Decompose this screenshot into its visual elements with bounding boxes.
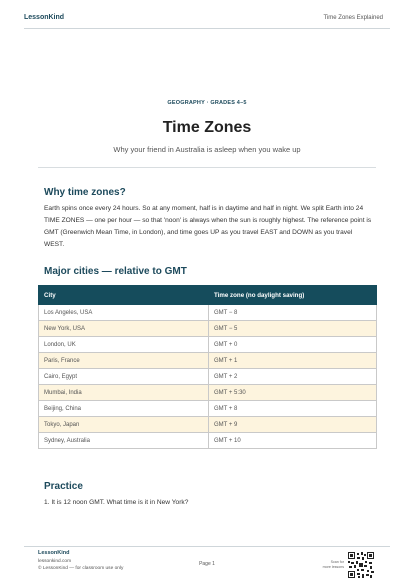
footer-brand: LessonKind [38, 550, 70, 556]
footer-site-link[interactable]: lessonkind.com [38, 559, 72, 564]
timezone-cell: GMT + 1 [209, 353, 377, 369]
table-row [39, 385, 377, 401]
column-header-timezone: Time zone (no daylight saving) [209, 286, 377, 305]
table-row [39, 433, 377, 449]
city-cell: Paris, France [39, 353, 209, 369]
table-row [39, 305, 377, 321]
city-cell: Sydney, Australia [39, 433, 209, 449]
column-header-city: City [39, 286, 209, 305]
scan-caption [300, 560, 344, 569]
timezone-cell: GMT + 0 [209, 337, 377, 353]
timezone-cell: GMT + 8 [209, 401, 377, 417]
section-heading-why: Why time zones? [44, 187, 126, 198]
table-row [39, 353, 377, 369]
table-row [39, 401, 377, 417]
top-bar [0, 0, 414, 32]
subject-eyebrow: GEOGRAPHY · GRADES 4–5 [167, 100, 247, 106]
city-cell: Mumbai, India [39, 385, 209, 401]
title-divider [38, 167, 376, 168]
timezone-cell: GMT − 8 [209, 305, 377, 321]
document-title: Time Zones Explained [323, 15, 383, 21]
table-row [39, 321, 377, 337]
timezone-cell: GMT + 5:30 [209, 385, 377, 401]
city-cell: Beijing, China [39, 401, 209, 417]
section-heading-cities: Major cities — relative to GMT [44, 266, 187, 277]
cities-table [38, 285, 377, 449]
timezone-cell: GMT − 5 [209, 321, 377, 337]
table-row [39, 337, 377, 353]
timezone-cell: GMT + 9 [209, 417, 377, 433]
header-divider [24, 28, 390, 29]
section-heading-practice: Practice [44, 481, 83, 492]
timezone-cell: GMT + 10 [209, 433, 377, 449]
footer-copyright: © LessonKind — for classroom use only [38, 566, 124, 571]
page-title: Time Zones [162, 119, 252, 136]
why-paragraph: Earth spins once every 24 hours. So at any moment, half is in daytime and half in night. We split Earth into 24 TIME ZONES — one per hour — so that 'noon' is always when the sun is roughly highest. The reference point is GMT (Greenwich Mean Time, in London), and time goes UP as you travel EAST and DOWN as you travel WEST. [44, 205, 372, 248]
city-cell: Los Angeles, USA [39, 305, 209, 321]
scan-caption-line1: Scan for [330, 560, 344, 564]
table-row [39, 417, 377, 433]
scan-caption-line2: more lessons [322, 564, 344, 569]
timezone-cell: GMT + 2 [209, 369, 377, 385]
table-header-row [39, 286, 377, 305]
page-number: Page 1 [199, 561, 215, 567]
qr-code-icon [348, 552, 374, 578]
brand-logo-text: LessonKind [24, 14, 65, 21]
table-row [39, 369, 377, 385]
practice-question: 1. It is 12 noon GMT. What time is it in New York? [44, 499, 189, 506]
city-cell: New York, USA [39, 321, 209, 337]
city-cell: London, UK [39, 337, 209, 353]
footer-divider [24, 546, 390, 547]
city-cell: Tokyo, Japan [39, 417, 209, 433]
page-subtitle: Why your friend in Australia is asleep when you wake up [113, 145, 301, 154]
city-cell: Cairo, Egypt [39, 369, 209, 385]
